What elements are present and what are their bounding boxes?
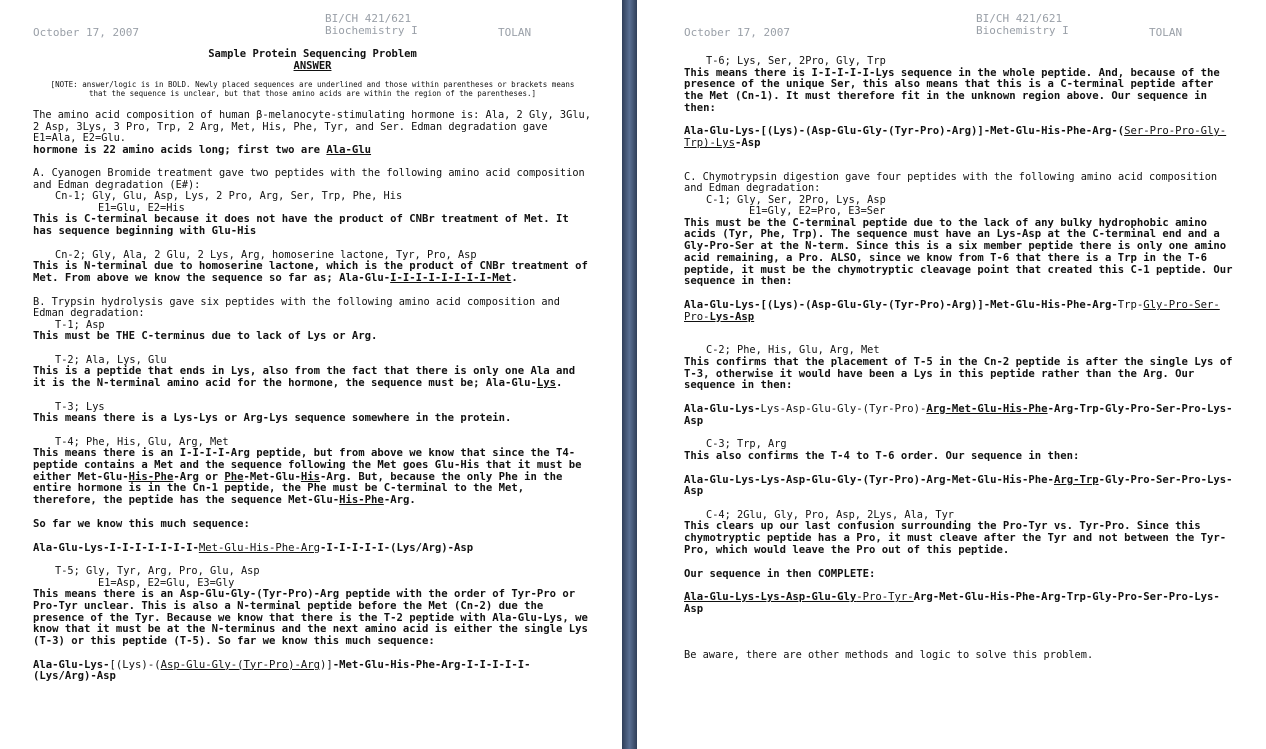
t5-edman: E1=Asp, E2=Glu, E3=Gly [98,576,235,589]
t4-composition: T-4; Phe, His, Glu, Arg, Met [55,435,229,448]
header-instructor: TOLAN [498,26,532,39]
note-text: [NOTE: answer/logic is in BOLD. Newly placed sequences are underlined and those within parentheses or brackets means that the sequence is unclear, but that those amino acids are within the region of the parentheses.] [50,80,575,98]
header-date: October 17, 2007 [33,26,139,39]
section-a-text: A. Cyanogen Bromide treatment gave two peptides with the following amino acid composition and Edman degradation (E#): [33,167,585,191]
t1-composition: T-1; Asp [55,318,105,331]
sequence-2: Ala-Glu-Lys-[(Lys)-(Asp-Glu-Gly-(Tyr-Pro)-Arg)]-Met-Glu-His-Phe-Arg-I-I-I-I-I-(Lys/Arg)-Asp [33,658,531,683]
cn2-composition: Cn-2; Gly, Ala, 2 Glu, 2 Lys, Arg, homoserine lactone, Tyr, Pro, Asp [55,248,477,261]
intro-conclusion: hormone is 22 amino acids long; first two are Ala-Glu [33,143,372,156]
page-divider [622,0,637,749]
cn1-answer: This is C-terminal because it does not have the product of CNBr treatment of Met. It has sequence beginning with Glu-His [33,213,569,237]
t3-answer: This means there is a Lys-Lys or Arg-Lys sequence somewhere in the protein. [33,412,512,425]
page-right [637,0,1266,749]
header-course-code-2: BI/CH 421/621 [976,12,1063,25]
t2-answer: This is a peptide that ends in Lys, also from the fact that there is only one Ala and it is the N-terminal amino acid for the hormone, the sequence must be; Ala-Glu-Lys. [33,365,576,389]
page-header [33,10,592,44]
c1-edman: E1=Gly, E2=Pro, E3=Ser [749,205,886,218]
intro-text: The amino acid composition of human β-melanocyte-stimulating hormone is: Ala, 2 Gly, 3Glu, 2 Asp, 3Lys, 3 Pro, Trp, 2 Arg, Met, His, Phe, Tyr, and Ser. Edman degradation gave E1=Ala, E2=Glu. [33,109,591,144]
c3-composition: C-3; Trp, Arg [706,438,787,451]
sequence-1: Ala-Glu-Lys-I-I-I-I-I-I-I-Met-Glu-His-Phe-Arg-I-I-I-I-I-(Lys/Arg)-Asp [33,541,474,554]
sequence-4: Ala-Glu-Lys-[(Lys)-(Asp-Glu-Gly-(Tyr-Pro)-Arg)]-Met-Glu-His-Phe-Arg-Trp-Gly-Pro-Ser-Pro-Lys-Asp [684,298,1220,323]
sequence-5: Ala-Glu-Lys-Lys-Asp-Glu-Gly-(Tyr-Pro)-Arg-Met-Glu-His-Phe-Arg-Trp-Gly-Pro-Ser-Pro-Lys-Asp [684,402,1233,427]
section-b-text: B. Trypsin hydrolysis gave six peptides with the following amino acid composition and Edman degradation: [33,295,560,320]
t6-answer: This means there is I-I-I-I-I-Lys sequence in the whole peptide. And, because of the presence of the unique Ser, this also means that this is a C-terminal peptide after the Met (Cn-1). It must therefore fit in the unknown region above. Our sequence in then: [684,66,1220,114]
cn2-answer: This is N-terminal due to homoserine lactone, which is the product of CNBr treatment of Met. From above we know the sequence so far as; Ala-Glu-I-I-I-I-I-I-I-I-Met. [33,260,588,284]
t1-answer: This must be THE C-terminus due to lack of Lys or Arg. [33,330,378,343]
c2-answer: This confirms that the placement of T-5 in the Cn-2 peptide is after the single Lys of T-3, otherwise it would have been a Lys in this peptide rather than the Arg. Our sequence in then: [684,355,1233,392]
page-header-2 [684,10,1238,44]
c1-composition: C-1; Gly, Ser, 2Pro, Lys, Asp [706,193,886,206]
sequence-3: Ala-Glu-Lys-[(Lys)-(Asp-Glu-Gly-(Tyr-Pro)-Arg)]-Met-Glu-His-Phe-Arg-(Ser-Pro-Pro-Gly-Trp)-Lys-Asp [684,125,1227,150]
c3-answer: This also confirms the T-4 to T-6 order. Our sequence in then: [684,449,1080,462]
cn1-edman: E1=Glu, E2=His [98,201,185,214]
header-course-name: Biochemistry I [325,24,418,37]
header-course-2 [976,13,1069,37]
title-text: Sample Protein Sequencing Problem [208,48,417,60]
closing-note: Be aware, there are other methods and logic to solve this problem. [684,648,1094,661]
answer-label: ANSWER [293,60,332,72]
section-c-text: C. Chymotrypsin digestion gave four peptides with the following amino acid composition and Edman degradation: [684,170,1218,195]
c2-composition: C-2; Phe, His, Glu, Arg, Met [706,344,880,357]
c4-answer: This clears up our last confusion surrounding the Pro-Tyr vs. Tyr-Pro. Since this chymotryptic peptide has a Pro, it must cleave after the Tyr and not between the Tyr-Pro, which would leave the Pro out of this peptide. [684,520,1227,556]
sequence-final: Ala-Glu-Lys-Lys-Asp-Glu-Gly-Pro-Tyr-Arg-Met-Glu-His-Phe-Arg-Trp-Gly-Pro-Ser-Pro-Lys-Asp [684,591,1220,615]
c4-composition: C-4; 2Glu, Gly, Pro, Asp, 2Lys, Ala, Tyr [706,508,954,521]
t4-answer: This means there is an I-I-I-I-Arg peptide, but from above we know that since the T4-peptide contains a Met and the sequence following the Met goes Glu-His that it must be either Met-Glu-His-Phe-Arg or Phe-Met-Glu-His-Arg. But, because the only Phe in the entire hormone is in the Cn-1 peptide, the Phe must be C-terminal to the Met, therefore, the peptide has the sequence Met-Glu-His-Phe-Arg. [33,447,582,507]
t6-composition: T-6; Lys, Ser, 2Pro, Gly, Trp [706,55,886,67]
header-date-2: October 17, 2007 [684,26,790,39]
header-instructor-2: TOLAN [1149,26,1183,39]
page-left [0,0,622,749]
c1-answer: This must be the C-terminal peptide due to the lack of any bulky hydrophobic amino acids (Tyr, Phe, Trp). The sequence must have an Lys-Asp at the C-terminal end and a Gly-Pro-Ser at the N-term. Since this is a six member peptide there is only one amino acid remaining, a Pro. ALSO, since we know from T-6 that there is a Trp in the T-6 peptide, it must be the chymotryptic cleavage point that created this C-1 peptide. Our sequence in then: [684,216,1233,288]
header-course-code: BI/CH 421/621 [325,12,412,25]
t5-answer: This means there is an Asp-Glu-Gly-(Tyr-Pro)-Arg peptide with the order of Tyr-Pro or Pro-Tyr unclear. This is also a N-terminal peptide before the Met (Cn-2) due the presence of the Tyr. Because we know that there is the T-2 peptide with Ala-Glu-Lys, we know that it must be at the N-terminus and the next amino acid is either the single Lys (T-3) or this peptide (T-5). So far we know this much sequence: [33,588,588,648]
header-course [325,13,418,37]
complete-label: Our sequence in then COMPLETE: [684,567,876,580]
t5-composition: T-5; Gly, Tyr, Arg, Pro, Glu, Asp [55,565,260,578]
t2-composition: T-2; Ala, Lys, Glu [55,353,167,366]
t3-composition: T-3; Lys [55,400,105,413]
sequence-6: Ala-Glu-Lys-Lys-Asp-Glu-Gly-(Tyr-Pro)-Arg-Met-Glu-His-Phe-Arg-Trp-Gly-Pro-Ser-Pro-Lys-Asp [684,473,1233,498]
cn1-composition: Cn-1; Gly, Glu, Asp, Lys, 2 Pro, Arg, Ser, Trp, Phe, His [55,190,403,203]
doc-title [33,48,592,72]
so-far-label-1: So far we know this much sequence: [33,517,250,530]
header-course-name-2: Biochemistry I [976,24,1069,37]
